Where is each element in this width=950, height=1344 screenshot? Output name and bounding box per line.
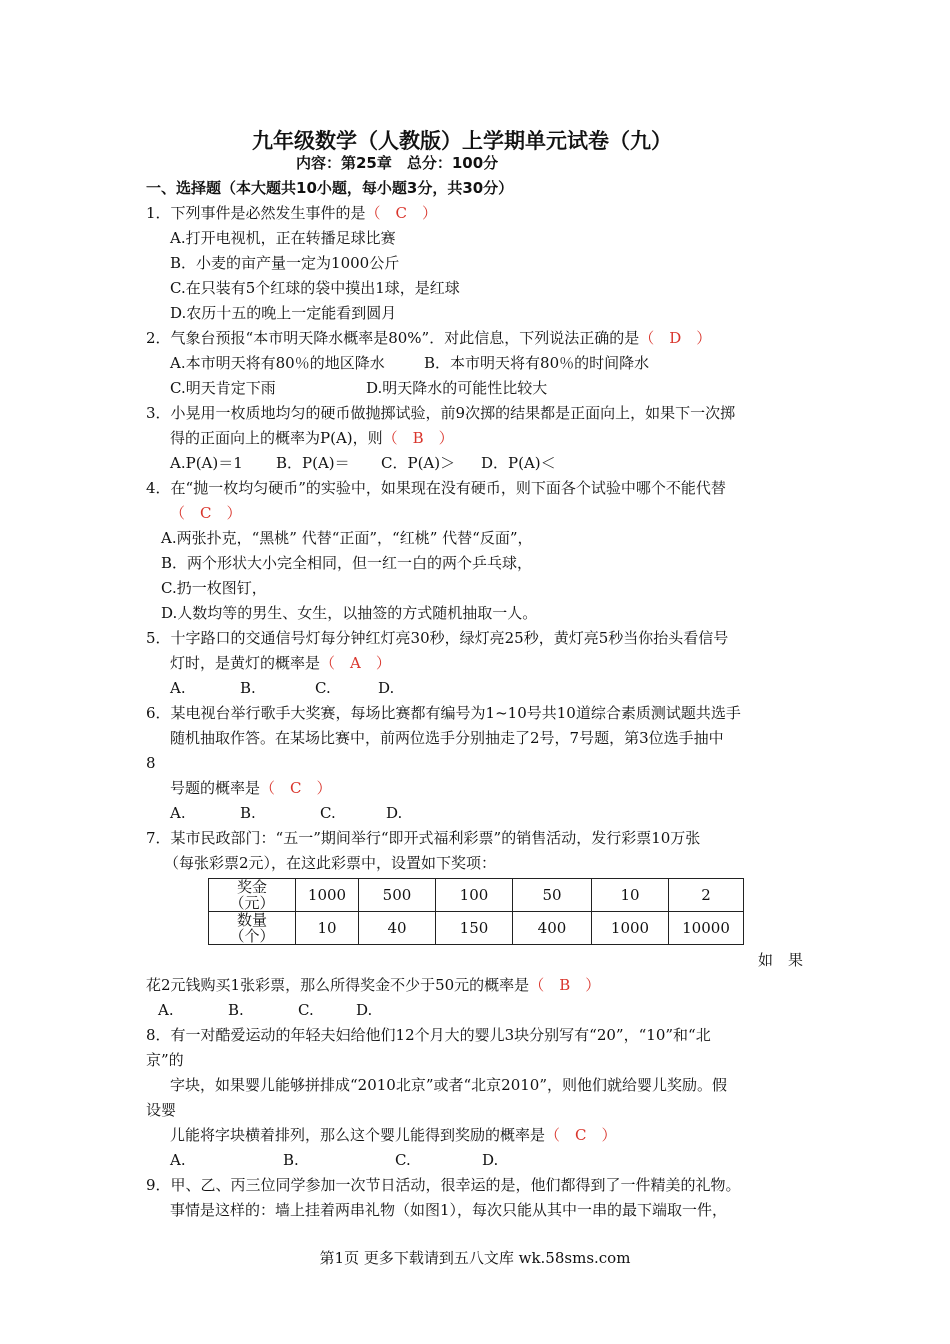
option: D. (482, 1151, 499, 1169)
table-cell: 40 (359, 912, 436, 945)
question-2 (146, 328, 711, 348)
option: B．两个形状大小完全相同，但一红一白的两个乒乓球， (161, 554, 533, 572)
table-header-cell: 奖金 （元） (209, 879, 296, 912)
page-subtitle: 内容：第25章 总分：100分 (296, 154, 499, 172)
option: A.P(A)＝1 (170, 454, 243, 472)
option: D.人数均等的男生、女生，以抽签的方式随机抽取一人。 (161, 604, 538, 622)
question-6-cont: 8 (146, 754, 156, 772)
question-stem: 花2元钱购买1张彩票，那么所得奖金不少于50元的概率是 (146, 976, 530, 994)
question-9-cont: 事情是这样的：墙上挂着两串礼物（如图1），每次只能从其中一串的最下端取一件， (170, 1201, 728, 1219)
option: A. (158, 1001, 174, 1019)
table-cell: 400 (513, 912, 592, 945)
table-cell: 1000 (592, 912, 669, 945)
option: A. (170, 804, 186, 822)
answer-mark: （ A ） (320, 654, 391, 672)
question-stem: 儿能将字块横着排列，那么这个婴儿能得到奖励的概率是 (170, 1126, 546, 1144)
answer-mark: （ C ） (365, 204, 438, 222)
question-stem: 1．下列事件是必然发生事件的是 (146, 204, 366, 222)
option: C.扔一枚图钉， (161, 579, 267, 597)
option: D. (356, 1001, 373, 1019)
table-cell: 500 (359, 879, 436, 912)
page-footer: 第1页 更多下载请到五八文库 wk.58sms.com (319, 1249, 631, 1267)
question-stem: 2．气象台预报“本市明天降水概率是80%”．对此信息，下列说法正确的是 (146, 329, 640, 347)
question-stem: 灯时，是黄灯的概率是 (170, 654, 321, 672)
table-cell: 1000 (296, 879, 359, 912)
option: A.两张扑克，“黑桃” 代替“正面”，“红桃” 代替“反面”， (161, 529, 533, 547)
option: C. (395, 1151, 411, 1169)
question-5: 5．十字路口的交通信号灯每分钟红灯亮30秒，绿灯亮25秒，黄灯亮5秒当你抬头看信号 (146, 629, 729, 647)
table-cell: 100 (436, 879, 513, 912)
option: B. (240, 804, 256, 822)
option: C.明天肯定下雨 (170, 379, 276, 397)
option: C. (298, 1001, 314, 1019)
section-heading: 一、选择题（本大题共10小题，每小题3分，共30分） (146, 179, 514, 197)
question-7-cont (146, 975, 600, 995)
table-cell: 10 (592, 879, 669, 912)
table-row (209, 912, 744, 945)
question-8-cont: 设婴 (146, 1101, 177, 1119)
option: C．P(A)＞ (381, 454, 456, 472)
option: D. (378, 679, 395, 697)
answer-mark: （ C ） (170, 504, 242, 522)
option: C. (315, 679, 331, 697)
question-8-cont (170, 1125, 617, 1145)
question-6-cont: 随机抽取作答。在某场比赛中，前两位选手分别抽走了2号，7号题，第3位选手抽中 (170, 729, 724, 747)
option: B. (228, 1001, 244, 1019)
table-cell: 150 (436, 912, 513, 945)
option: D.农历十五的晚上一定能看到圆月 (170, 304, 397, 322)
question-6: 6．某电视台举行歌手大奖赛，每场比赛都有编号为1~10号共10道综合素质测试题共选手 (146, 704, 741, 722)
question-6-cont (170, 778, 332, 798)
table-cell: 10000 (669, 912, 744, 945)
question-3-cont (170, 428, 454, 448)
question-7-cont: 如 果 (758, 951, 804, 969)
question-8-cont: 字块，如果婴儿能够拼排成“2010北京”或者“北京2010”，则他们就给婴儿奖励。假 (170, 1076, 728, 1094)
option: B. (240, 679, 256, 697)
option: D．P(A)＜ (481, 454, 556, 472)
table-cell: 50 (513, 879, 592, 912)
option: C. (320, 804, 336, 822)
question-stem: 号题的概率是 (170, 779, 261, 797)
question-8-cont: 京”的 (146, 1051, 184, 1069)
option: D.明天降水的可能性比较大 (366, 379, 548, 397)
table-cell: 2 (669, 879, 744, 912)
option: A.打开电视机，正在转播足球比赛 (170, 229, 396, 247)
table-row (209, 879, 744, 912)
question-7: 7．某市民政部门：“五一”期间举行“即开式福利彩票”的销售活动，发行彩票10万张 (146, 829, 701, 847)
answer-mark: （ B ） (529, 976, 601, 994)
prize-table (208, 878, 744, 945)
question-1 (146, 203, 437, 223)
table-cell: 10 (296, 912, 359, 945)
option: B. (283, 1151, 299, 1169)
option: B．小麦的亩产量一定为1000公斤 (170, 254, 400, 272)
answer-mark: （ C ） (545, 1126, 617, 1144)
question-7-cont: （每张彩票2元），在这此彩票中，设置如下奖项： (164, 854, 497, 872)
answer-mark: （ C ） (260, 779, 332, 797)
question-3: 3．小晃用一枚质地均匀的硬币做抛掷试验，前9次掷的结果都是正面向上，如果下一次掷 (146, 404, 736, 422)
answer-mark: （ D ） (639, 329, 712, 347)
page-title: 九年级数学（人教版）上学期单元试卷（九） (252, 129, 672, 153)
option: A. (170, 679, 186, 697)
option: C.在只装有5个红球的袋中摸出1球，是红球 (170, 279, 460, 297)
question-9: 9．甲、乙、丙三位同学参加一次节日活动，很幸运的是，他们都得到了一件精美的礼物。 (146, 1176, 741, 1194)
option: A.本市明天将有80％的地区降水 (170, 354, 385, 372)
question-stem: 得的正面向上的概率为P(A)，则 (170, 429, 383, 447)
question-4: 4．在“抛一枚均匀硬币”的实验中，如果现在没有硬币，则下面各个试验中哪个不能代替 (146, 479, 726, 497)
option: B．P(A)＝ (276, 454, 350, 472)
question-8: 8．有一对酷爱运动的年轻夫妇给他们12个月大的婴儿3块分别写有“20”，“10”和“北 (146, 1026, 711, 1044)
table-header-cell: 数量 （个） (209, 912, 296, 945)
question-5-cont (170, 653, 391, 673)
option: A. (170, 1151, 186, 1169)
option: D. (386, 804, 403, 822)
option: B．本市明天将有80％的时间降水 (424, 354, 650, 372)
answer-mark: （ B ） (382, 429, 454, 447)
